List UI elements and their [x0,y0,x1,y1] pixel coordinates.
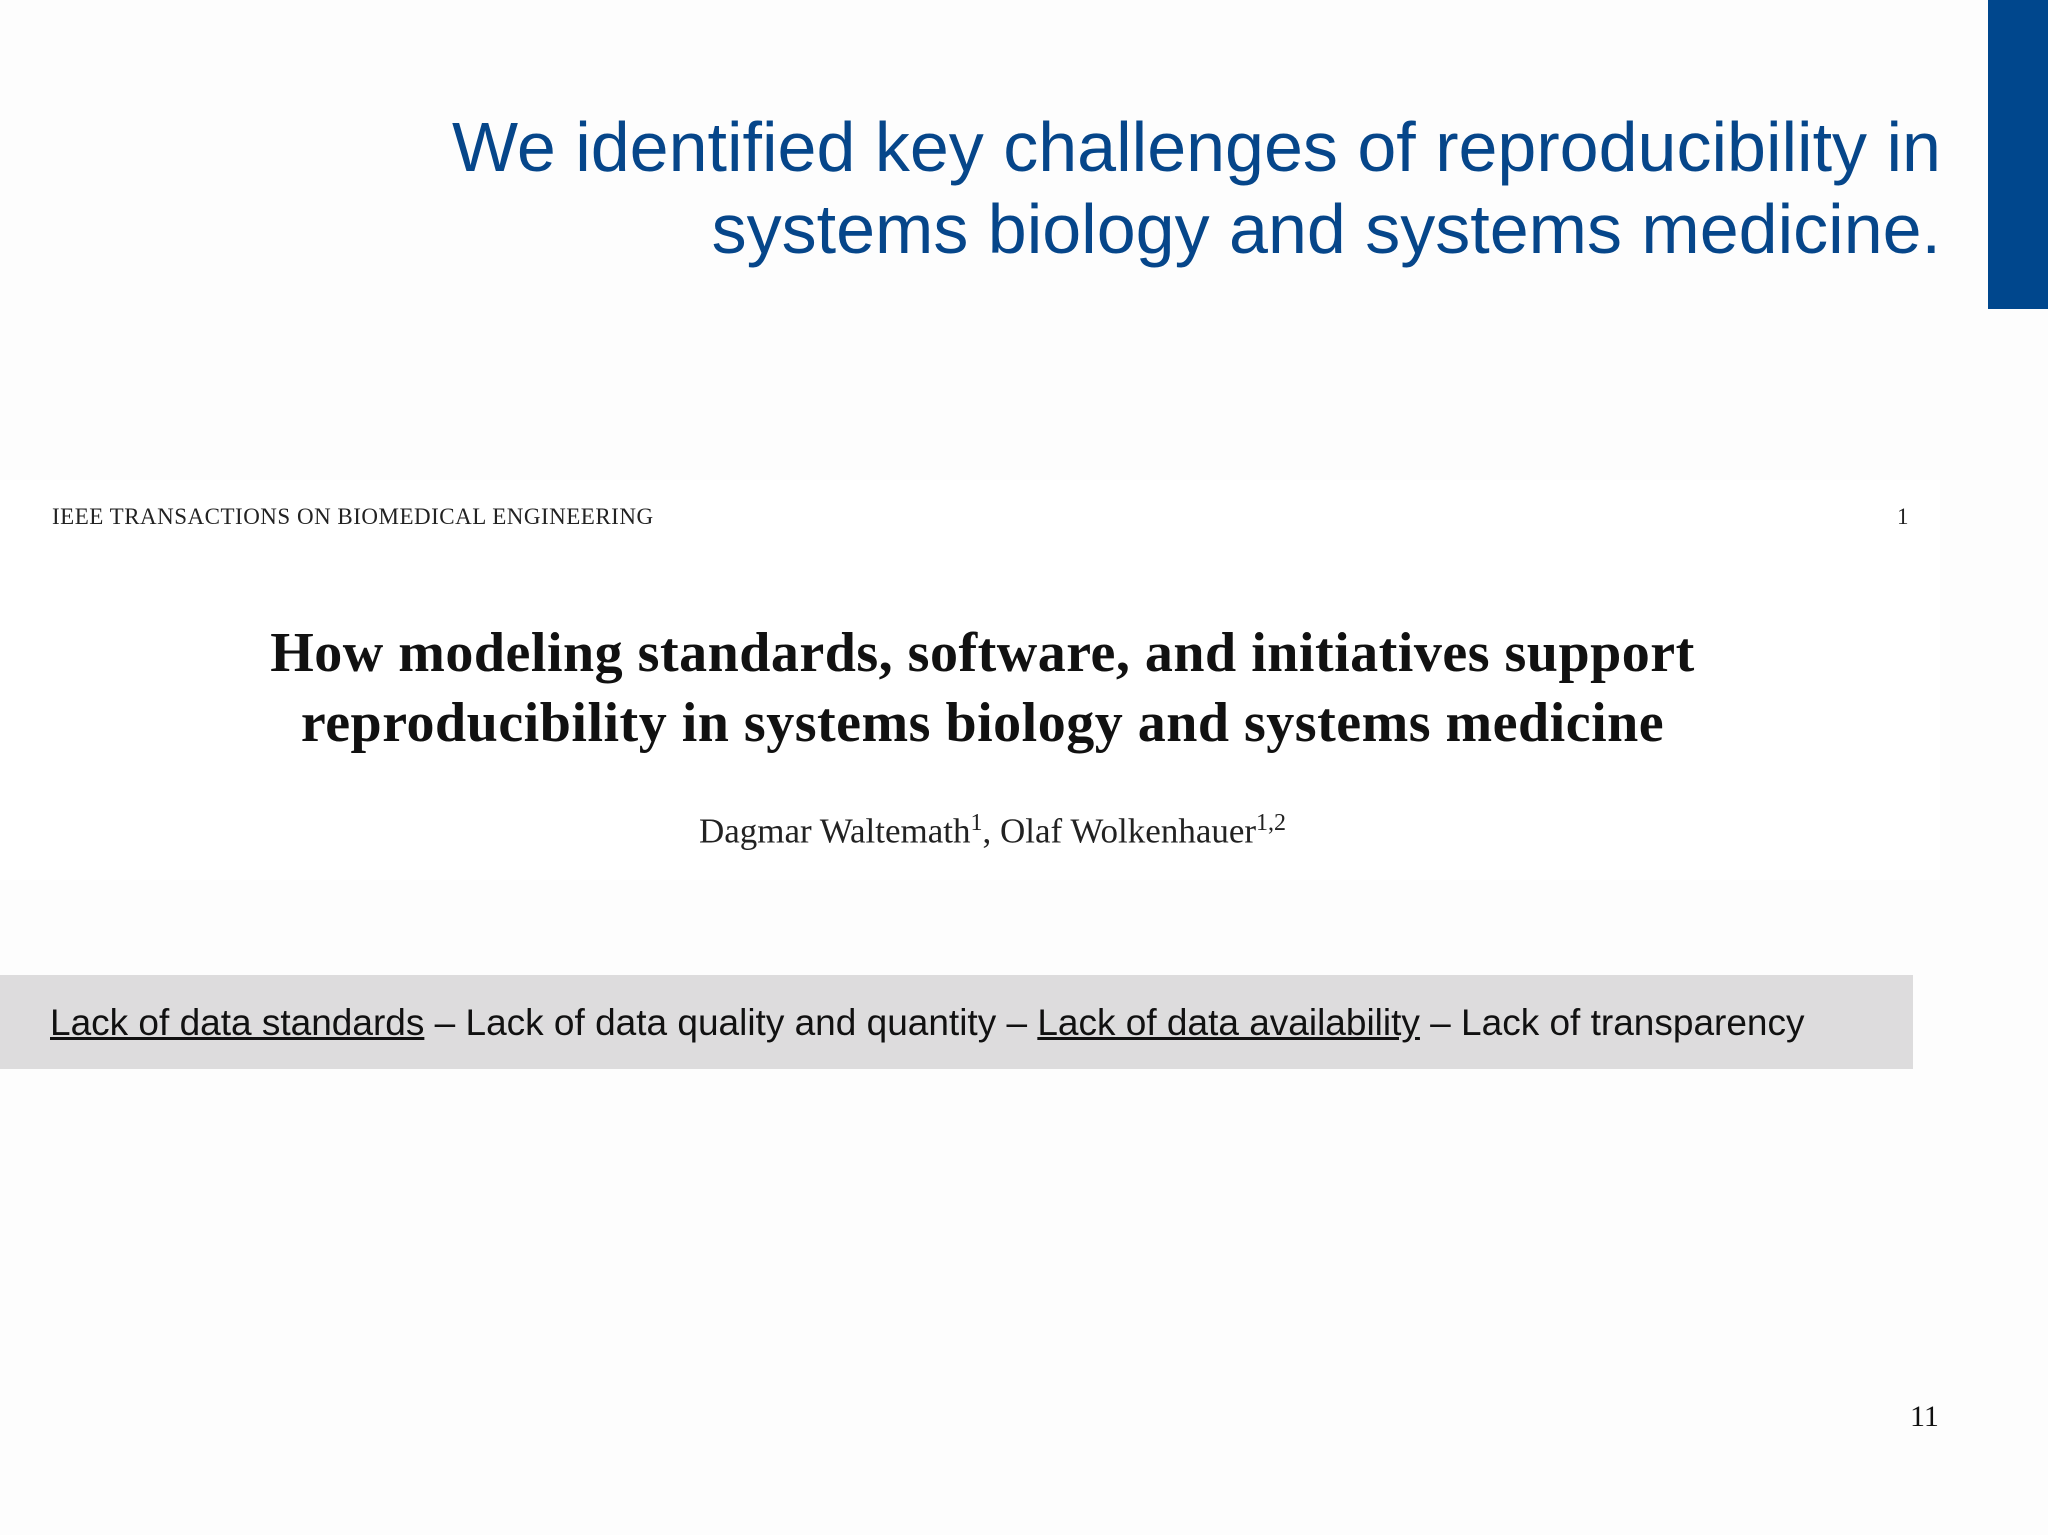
accent-bar [1988,0,2048,309]
author-affiliation: 1,2 [1256,810,1287,836]
challenge-data-quality: Lack of data quality and quantity [465,1002,997,1043]
challenge-link-data-availability[interactable]: Lack of data availability [1037,1002,1420,1043]
paper-excerpt-image [0,480,1940,880]
author-separator: , [982,811,1001,851]
slide-title-line-1: We identified key challenges of reproducibility in [452,108,1941,186]
author-name: Dagmar Waltemath [698,811,971,851]
author-name: Olaf Wolkenhauer [1000,811,1257,851]
challenges-list [50,1002,1805,1044]
journal-name: IEEE TRANSACTIONS ON BIOMEDICAL ENGINEERING [52,504,654,529]
slide-title-line-2: systems biology and systems medicine. [711,190,1941,268]
challenge-separator: – [424,1002,466,1043]
author-affiliation: 1 [970,810,983,836]
slide-title [141,106,1941,270]
challenge-link-data-standards[interactable]: Lack of data standards [50,1002,425,1043]
journal-page-number: 1 [1897,504,1909,529]
challenge-separator: – [996,1002,1038,1043]
paper-title-line-2: reproducibility in systems biology and systems medicine [300,692,1665,754]
challenges-box [0,975,1913,1069]
slide-page-number: 11 [1910,1400,1939,1433]
paper-authors [0,810,1985,852]
paper-title-line-1: How modeling standards, software, and initiatives support [270,622,1695,684]
challenge-transparency: Lack of transparency [1461,1002,1805,1043]
paper-title [0,618,1965,758]
challenge-separator: – [1419,1002,1462,1043]
